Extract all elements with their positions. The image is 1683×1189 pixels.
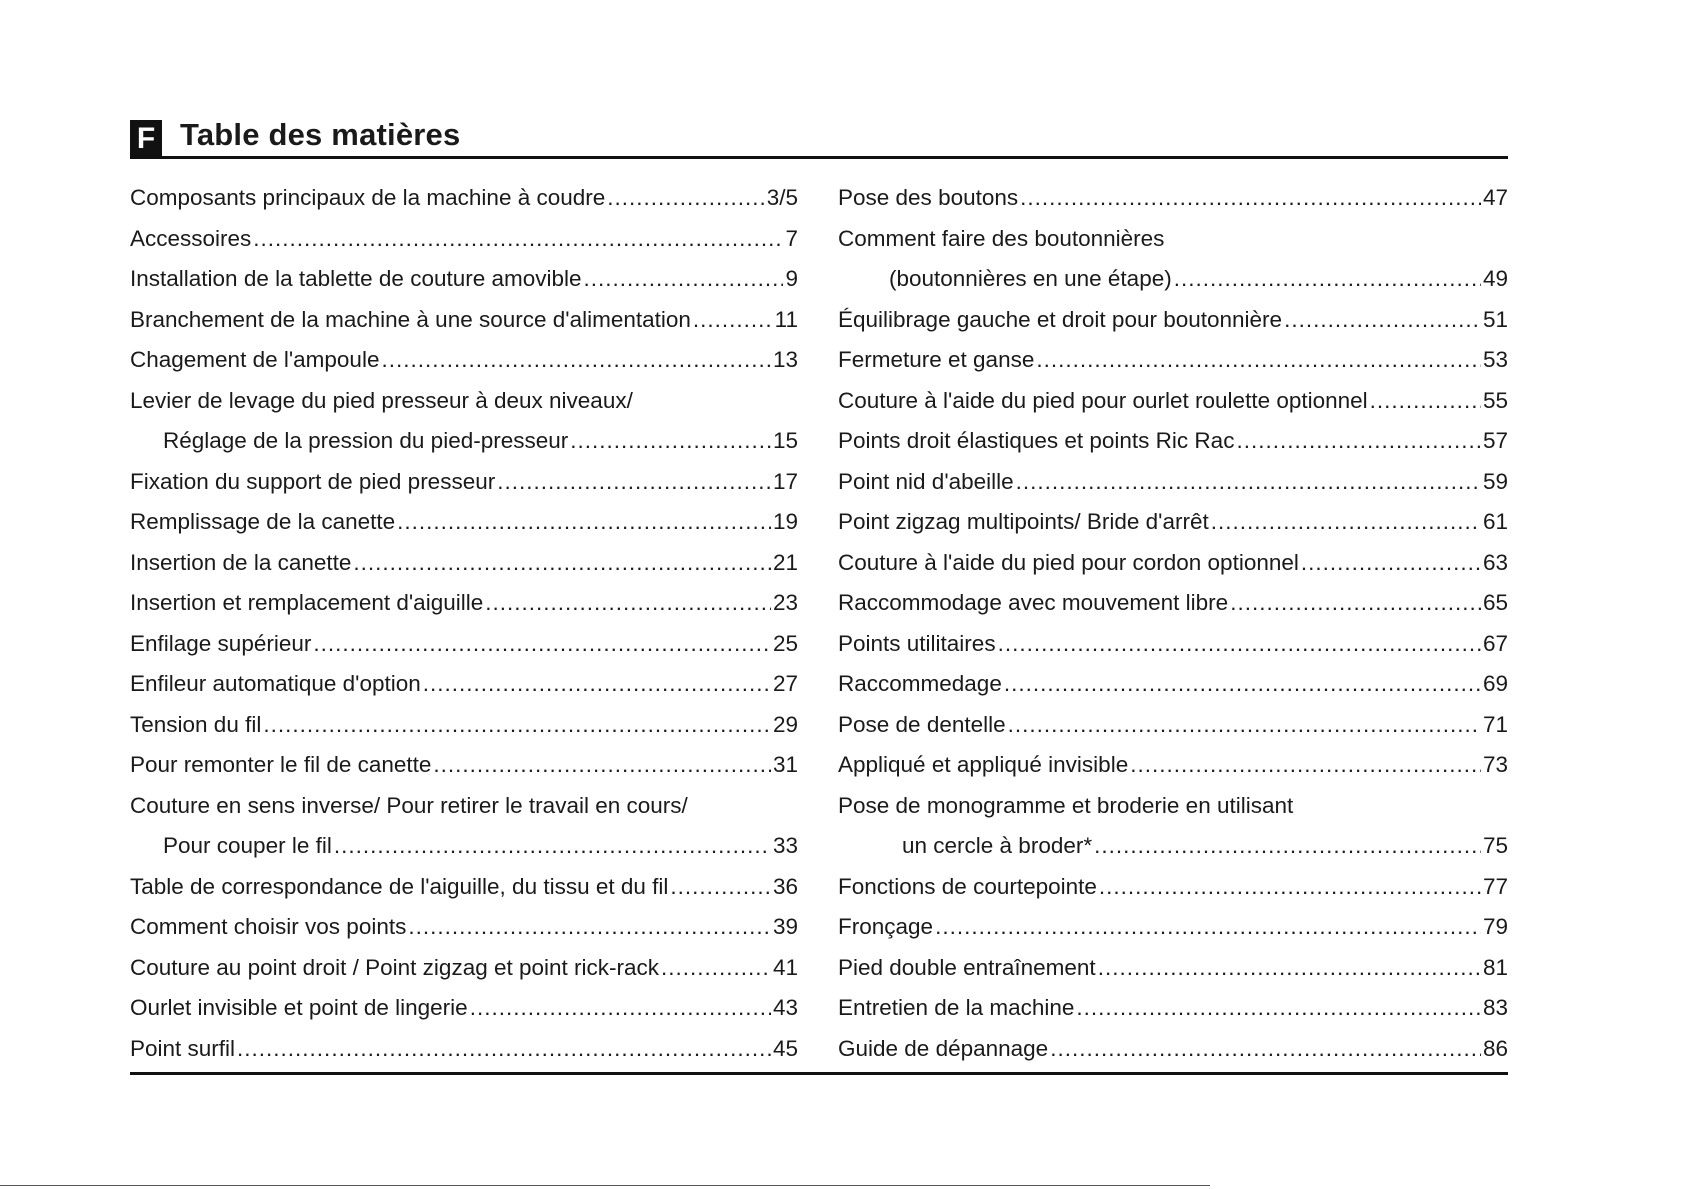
toc-entry[interactable]: [838, 300, 1508, 341]
toc-page-number: 51: [1482, 306, 1508, 332]
toc-page-number: 49: [1482, 266, 1508, 292]
toc-entry[interactable]: [130, 1029, 798, 1070]
toc-entry[interactable]: [838, 462, 1508, 503]
toc-entry-title: Couture au point droit / Point zigzag et point rick-rack: [130, 954, 660, 980]
dot-leader: [998, 631, 1481, 657]
toc-entry-title: Point zigzag multipoints/ Bride d'arrêt: [838, 509, 1209, 535]
toc-entry-title: Comment choisir vos points: [130, 914, 407, 940]
toc-page-number: 77: [1482, 873, 1508, 899]
toc-page-number: 25: [772, 630, 798, 656]
toc-entry-title: Point nid d'abeille: [838, 468, 1014, 494]
dot-leader: [570, 428, 771, 454]
toc-entry-title: Couture en sens inverse/ Pour retirer le travail en cours/: [130, 792, 688, 818]
toc-page-number: 69: [1482, 671, 1508, 697]
toc-entry[interactable]: [130, 705, 798, 746]
dot-leader: [1174, 266, 1481, 292]
toc-entry-title: Raccommodage avec mouvement libre: [838, 590, 1229, 616]
toc-entry-title: Réglage de la pression du pied-presseur: [163, 428, 569, 454]
dot-leader: [1130, 752, 1481, 778]
dot-leader: [433, 752, 771, 778]
toc-entry-title: Fixation du support de pied presseur: [130, 468, 496, 494]
toc-page-number: 3/5: [766, 185, 798, 211]
toc-entry-title: Accessoires: [130, 225, 252, 251]
language-badge: F: [130, 120, 162, 158]
toc-page-number: 15: [772, 428, 798, 454]
dot-leader: [263, 712, 771, 738]
toc-entry-title: Appliqué et appliqué invisible: [838, 752, 1129, 778]
toc-page-number: 61: [1482, 509, 1508, 535]
toc-page-number: 45: [772, 1035, 798, 1061]
dot-leader: [1284, 307, 1481, 333]
toc-entry-title: un cercle à broder*: [902, 833, 1093, 859]
dot-leader: [1008, 712, 1481, 738]
footer-rule: [130, 1072, 1508, 1075]
toc-entry[interactable]: [130, 745, 798, 786]
dot-leader: [661, 955, 771, 981]
toc-page-number: 47: [1482, 185, 1508, 211]
dot-leader: [381, 347, 771, 373]
toc-entry[interactable]: [838, 543, 1508, 584]
toc-page-number: 7: [785, 225, 798, 251]
toc-entry[interactable]: [130, 948, 798, 989]
toc-entry[interactable]: [130, 907, 798, 948]
toc-entry-title: Fermeture et ganse: [838, 347, 1035, 373]
toc-page-number: 71: [1482, 711, 1508, 737]
dot-leader: [1076, 995, 1481, 1021]
toc-entry[interactable]: [838, 340, 1508, 381]
toc-entry-title: Couture à l'aide du pied pour ourlet roulette optionnel: [838, 387, 1368, 413]
toc-page-number: 39: [772, 914, 798, 940]
toc-page-number: 13: [772, 347, 798, 373]
page-header: [130, 112, 1508, 158]
toc-page-number: 17: [772, 468, 798, 494]
dot-leader: [1211, 509, 1481, 535]
dot-leader: [1094, 833, 1481, 859]
toc-page-number: 83: [1482, 995, 1508, 1021]
toc-entry-heading: [130, 381, 798, 422]
toc-entry[interactable]: [838, 178, 1508, 219]
toc-column-right: [838, 178, 1508, 1069]
toc-page-number: 79: [1482, 914, 1508, 940]
toc-entry-title: Comment faire des boutonnières: [838, 225, 1165, 251]
dot-leader: [1004, 671, 1481, 697]
toc-entry-title: Équilibrage gauche et droit pour boutonnière: [838, 306, 1283, 332]
toc-entry-title: Pose de monogramme et broderie en utilisant: [838, 792, 1294, 818]
dot-leader: [607, 185, 764, 211]
toc-entry[interactable]: [838, 705, 1508, 746]
toc-entry-title: Pose de dentelle: [838, 711, 1006, 737]
toc-entry-title: Branchement de la machine à une source d'alimentation: [130, 306, 691, 332]
toc-entry-title: Fonctions de courtepointe: [838, 873, 1097, 899]
toc-page-number: 27: [772, 671, 798, 697]
toc-entry-title: Levier de levage du pied presseur à deux niveaux/: [130, 387, 633, 413]
toc-entry[interactable]: [130, 259, 798, 300]
toc-page-number: 53: [1482, 347, 1508, 373]
toc-page-number: 23: [772, 590, 798, 616]
toc-entry-title: Fronçage: [838, 914, 934, 940]
toc-entry-title: Ourlet invisible et point de lingerie: [130, 995, 468, 1021]
toc-entry-title: Entretien de la machine: [838, 995, 1075, 1021]
toc-entry[interactable]: [130, 178, 798, 219]
toc-page-number: 81: [1482, 954, 1508, 980]
page-title: Table des matières: [180, 117, 461, 152]
toc-entry-title: Points droit élastiques et points Ric Rac: [838, 428, 1235, 454]
toc-entry[interactable]: [838, 988, 1508, 1029]
toc-entry[interactable]: [130, 583, 798, 624]
toc-page-number: 19: [772, 509, 798, 535]
toc-entry[interactable]: [130, 664, 798, 705]
toc-page-number: 31: [772, 752, 798, 778]
toc-entry[interactable]: [130, 543, 798, 584]
toc-entry-title: Raccommedage: [838, 671, 1002, 697]
page-edge-line: [0, 1185, 1210, 1186]
dot-leader: [1020, 185, 1481, 211]
toc-page-number: 9: [785, 266, 798, 292]
toc-entry-title: Pied double entraînement: [838, 954, 1096, 980]
toc-entry-title: (boutonnières en une étape): [889, 266, 1172, 292]
header-rule: [130, 156, 1508, 159]
toc-entry[interactable]: [130, 421, 798, 462]
dot-leader: [353, 550, 771, 576]
toc-entry[interactable]: [130, 219, 798, 260]
toc-entry[interactable]: [130, 462, 798, 503]
toc-entry[interactable]: [838, 745, 1508, 786]
toc-entry[interactable]: [130, 340, 798, 381]
dot-leader: [470, 995, 771, 1021]
toc-entry[interactable]: [838, 421, 1508, 462]
toc-entry-title: Pour remonter le fil de canette: [130, 752, 432, 778]
toc-page-number: 43: [772, 995, 798, 1021]
toc-page-number: 67: [1482, 630, 1508, 656]
toc-entry-title: Pose des boutons: [838, 185, 1019, 211]
toc-entry[interactable]: [838, 867, 1508, 908]
toc-entry[interactable]: [838, 907, 1508, 948]
toc-page-number: 57: [1482, 428, 1508, 454]
toc-entry[interactable]: [838, 259, 1508, 300]
toc-entry-title: Point surfil: [130, 1035, 236, 1061]
dot-leader: [1370, 388, 1481, 414]
toc-entry-heading: [130, 786, 798, 827]
dot-leader: [334, 833, 771, 859]
toc-entry-heading: [838, 219, 1508, 260]
toc-page-number: 55: [1482, 387, 1508, 413]
toc-entry[interactable]: [130, 300, 798, 341]
toc-entry-title: Chagement de l'ampoule: [130, 347, 380, 373]
toc-page-number: 86: [1482, 1035, 1508, 1061]
toc-page-number: 33: [772, 833, 798, 859]
toc-entry[interactable]: [838, 826, 1508, 867]
toc-column-left: [130, 178, 798, 1069]
toc-entry-title: Insertion de la canette: [130, 549, 352, 575]
toc-entry[interactable]: [838, 502, 1508, 543]
toc-entry-title: Guide de dépannage: [838, 1035, 1049, 1061]
toc-entry-title: Couture à l'aide du pied pour cordon optionnel: [838, 549, 1299, 575]
dot-leader: [693, 307, 773, 333]
toc-entry[interactable]: [838, 948, 1508, 989]
dot-leader: [397, 509, 771, 535]
toc-page-number: 11: [774, 306, 798, 332]
dot-leader: [1098, 955, 1481, 981]
dot-leader: [670, 874, 771, 900]
toc-entry-title: Points utilitaires: [838, 630, 996, 656]
toc-page-number: 63: [1482, 549, 1508, 575]
dot-leader: [1099, 874, 1481, 900]
toc-page-number: 75: [1482, 833, 1508, 859]
toc-entry[interactable]: [130, 988, 798, 1029]
toc-entry-title: Insertion et remplacement d'aiguille: [130, 590, 484, 616]
dot-leader: [1230, 590, 1481, 616]
toc-entry[interactable]: [838, 664, 1508, 705]
toc-entry[interactable]: [838, 624, 1508, 665]
dot-leader: [485, 590, 771, 616]
dot-leader: [313, 631, 771, 657]
dot-leader: [423, 671, 771, 697]
dot-leader: [584, 266, 784, 292]
dot-leader: [253, 226, 783, 252]
toc-entry[interactable]: [838, 381, 1508, 422]
toc-entry-title: Composants principaux de la machine à coudre: [130, 185, 606, 211]
toc-page-number: 73: [1482, 752, 1508, 778]
toc-entry[interactable]: [130, 502, 798, 543]
toc-page-number: 29: [772, 711, 798, 737]
dot-leader: [935, 914, 1481, 940]
toc-entry-title: Enfilage supérieur: [130, 630, 312, 656]
toc-entry[interactable]: [838, 1029, 1508, 1070]
toc-entry-title: Tension du fil: [130, 711, 262, 737]
dot-leader: [1036, 347, 1481, 373]
dot-leader: [408, 914, 771, 940]
dot-leader: [1301, 550, 1481, 576]
toc-page-number: 36: [772, 873, 798, 899]
dot-leader: [1050, 1036, 1481, 1062]
dot-leader: [1016, 469, 1481, 495]
toc-page-number: 21: [772, 549, 798, 575]
toc-entry-heading: [838, 786, 1508, 827]
toc-entry[interactable]: [130, 826, 798, 867]
dot-leader: [237, 1036, 771, 1062]
toc-page-number: 41: [772, 954, 798, 980]
dot-leader: [497, 469, 771, 495]
toc-entry-title: Installation de la tablette de couture amovible: [130, 266, 582, 292]
dot-leader: [1236, 428, 1481, 454]
toc-entry-title: Table de correspondance de l'aiguille, du tissu et du fil: [130, 873, 669, 899]
toc-entry-title: Enfileur automatique d'option: [130, 671, 421, 697]
toc-page-number: 65: [1482, 590, 1508, 616]
toc-entry[interactable]: [130, 867, 798, 908]
toc-entry-title: Remplissage de la canette: [130, 509, 396, 535]
toc-entry[interactable]: [130, 624, 798, 665]
toc-entry-title: Pour couper le fil: [163, 833, 332, 859]
toc-entry[interactable]: [838, 583, 1508, 624]
toc-page-number: 59: [1482, 468, 1508, 494]
